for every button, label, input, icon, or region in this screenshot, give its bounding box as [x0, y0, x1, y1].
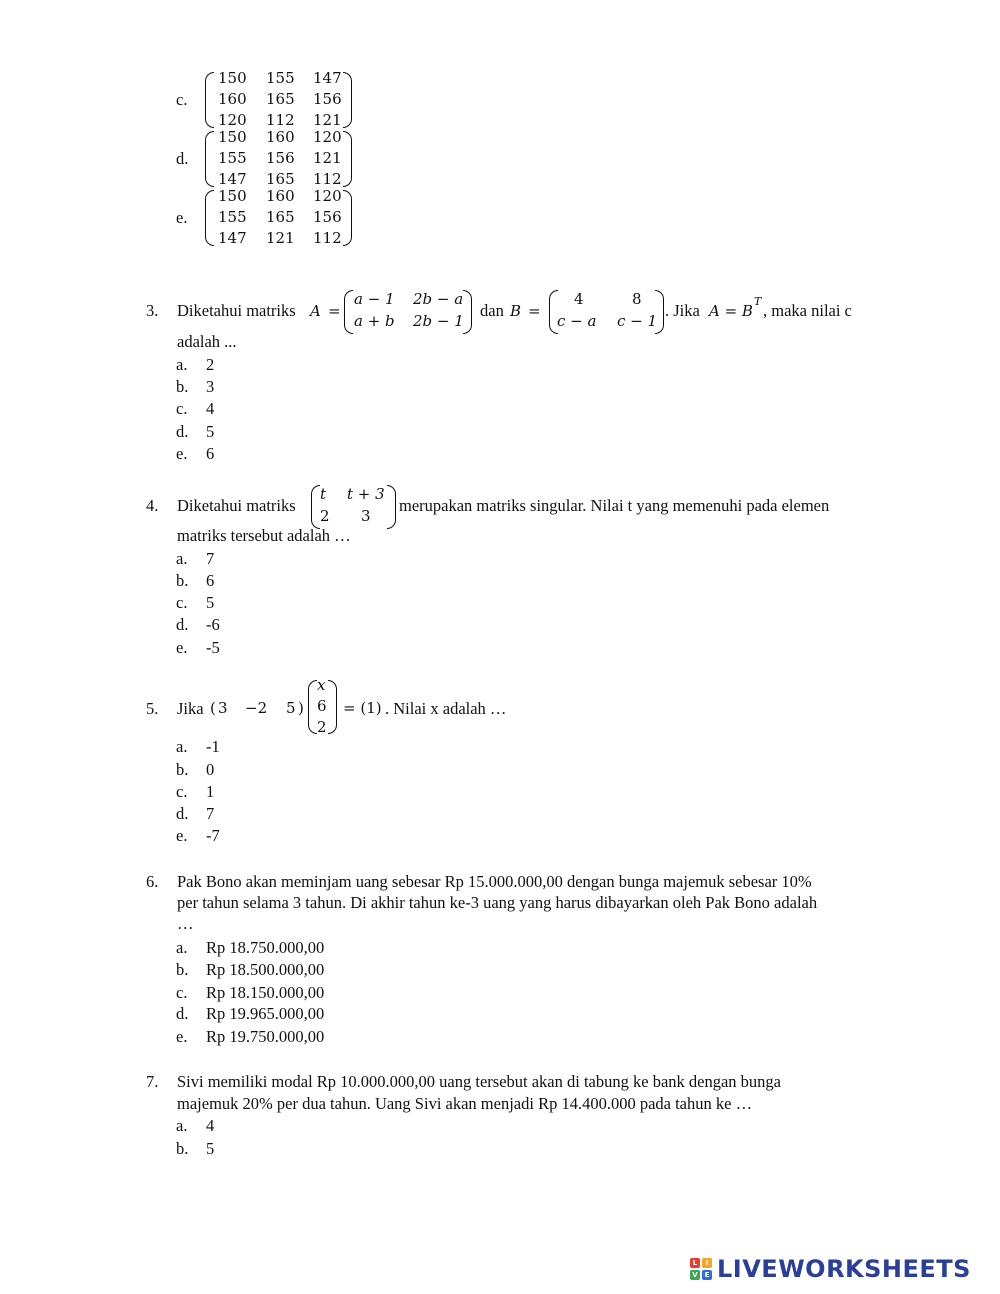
matrix-right-paren [463, 290, 472, 334]
option-label: b. [176, 1139, 189, 1158]
matrix-cell: 155 [218, 208, 247, 226]
option-label: d. [176, 422, 189, 441]
logo-box: V [690, 1270, 700, 1280]
matrix-cell: 121 [313, 111, 342, 129]
result-expression: = (1) [343, 699, 382, 717]
option-value: Rp 18.500.000,00 [206, 960, 325, 979]
matrix-cell: 150 [218, 128, 247, 146]
question-text: Diketahui matriks [177, 301, 296, 320]
matrix-cell: 150 [218, 187, 247, 205]
logo-box: E [702, 1270, 712, 1280]
matrix-cell: c − a [557, 312, 597, 330]
option-label: c. [176, 782, 188, 801]
option-label: e. [176, 444, 188, 463]
matrix-cell: 2 [320, 507, 330, 525]
equals-sign: = [528, 302, 541, 320]
option-label: a. [176, 549, 188, 568]
option-label: a. [176, 737, 188, 756]
question-text: dan [480, 301, 504, 320]
condition-expression: A = B [709, 302, 753, 320]
matrix-cell: t + 3 [347, 485, 385, 503]
option-value: Rp 19.965.000,00 [206, 1004, 325, 1023]
question-text-line2: majemuk 20% per dua tahun. Uang Sivi akan menjadi Rp 14.400.000 pada tahun ke … [177, 1094, 753, 1113]
matrix-cell: 156 [313, 208, 342, 226]
option-label: e. [176, 1027, 188, 1046]
option-label: b. [176, 760, 189, 779]
matrix-cell: 112 [313, 170, 342, 188]
question-text-line1: Sivi memiliki modal Rp 10.000.000,00 uang tersebut akan di tabung ke bank dengan bunga [177, 1072, 781, 1091]
column-vector-cell: 6 [317, 697, 327, 715]
option-value: Rp 19.750.000,00 [206, 1027, 325, 1046]
option-label: d. [176, 804, 189, 823]
matrix-cell: 165 [266, 208, 295, 226]
question-number: 7. [146, 1072, 159, 1091]
matrix-cell: 120 [218, 111, 247, 129]
row-vector-cell: 3 [218, 699, 228, 717]
transpose-superscript: T [754, 295, 762, 308]
question-text: merupakan matriks singular. Nilai t yang memenuhi pada elemen [399, 496, 830, 515]
option-label: d. [176, 149, 189, 168]
option-value: 4 [206, 399, 215, 418]
option-value: -1 [206, 737, 220, 756]
option-value: 5 [206, 1139, 215, 1158]
option-value: 0 [206, 760, 215, 779]
matrix-cell: 160 [266, 128, 295, 146]
matrix-cell: 2b − a [413, 290, 464, 308]
option-value: 4 [206, 1116, 215, 1135]
logo-box: I [702, 1258, 712, 1268]
matrix-cell: 4 [574, 290, 584, 308]
row-vector-cell: −2 [245, 699, 268, 717]
option-label: a. [176, 938, 188, 957]
matrix-cell: 120 [313, 187, 342, 205]
option-label: b. [176, 377, 189, 396]
option-value: 7 [206, 549, 215, 568]
matrix-cell: 147 [218, 170, 247, 188]
matrix-cell: c − 1 [617, 312, 658, 330]
row-vector-cell: 5 [286, 699, 296, 717]
logo-text: LIVEWORKSHEETS [717, 1255, 971, 1283]
option-label: e. [176, 208, 188, 227]
matrix-cell: 121 [313, 149, 342, 167]
matrix-cell: a − 1 [354, 290, 395, 308]
option-label: e. [176, 638, 188, 657]
matrix-cell: 2b − 1 [413, 312, 464, 330]
option-value: 2 [206, 355, 215, 374]
matrix-cell: 147 [313, 69, 342, 87]
column-vector-right-paren [328, 680, 337, 734]
option-value: 3 [206, 377, 215, 396]
matrix-right-paren [343, 72, 352, 128]
matrix-left-paren [205, 190, 214, 246]
option-label: d. [176, 1004, 189, 1023]
matrix-cell: t [320, 485, 327, 503]
option-label: c. [176, 593, 188, 612]
matrix-cell: 8 [632, 290, 642, 308]
option-label: d. [176, 615, 189, 634]
matrix-cell: 112 [313, 229, 342, 247]
matrix-symbol: A [310, 302, 321, 320]
matrix-symbol: B [510, 302, 522, 320]
option-label: b. [176, 571, 189, 590]
matrix-cell: 3 [361, 507, 371, 525]
matrix-cell: 165 [266, 90, 295, 108]
option-value: 6 [206, 571, 215, 590]
row-vector-left-paren: ( [210, 699, 216, 717]
question-number: 5. [146, 699, 159, 718]
matrix-left-paren [344, 290, 353, 334]
matrix-cell: 121 [266, 229, 295, 247]
option-value: -6 [206, 615, 220, 634]
column-vector-cell: x [317, 676, 326, 694]
question-text: . Jika [665, 301, 700, 320]
option-label: c. [176, 399, 188, 418]
matrix-cell: 147 [218, 229, 247, 247]
option-label: e. [176, 826, 188, 845]
option-label: b. [176, 960, 189, 979]
matrix-cell: a + b [354, 312, 395, 330]
matrix-cell: 120 [313, 128, 342, 146]
matrix-cell: 156 [313, 90, 342, 108]
question-number: 4. [146, 496, 159, 515]
matrix-left-paren [311, 485, 320, 529]
option-label: c. [176, 90, 188, 109]
question-text-line3: … [177, 914, 194, 933]
option-value: Rp 18.150.000,00 [206, 983, 325, 1002]
question-text: . Nilai x adalah … [385, 699, 507, 718]
column-vector-cell: 2 [317, 718, 327, 736]
logo-icon [690, 1258, 712, 1280]
option-label: c. [176, 983, 188, 1002]
option-value: 7 [206, 804, 215, 823]
question-number: 6. [146, 872, 159, 891]
matrix-cell: 155 [266, 69, 295, 87]
matrix-right-paren [343, 190, 352, 246]
question-text-line2: adalah ... [177, 332, 237, 351]
logo-box: L [690, 1258, 700, 1268]
option-label: a. [176, 355, 188, 374]
question-number: 3. [146, 301, 159, 320]
matrix-cell: 150 [218, 69, 247, 87]
option-value: 5 [206, 593, 215, 612]
question-text: Diketahui matriks [177, 496, 296, 515]
matrix-cell: 156 [266, 149, 295, 167]
matrix-left-paren [205, 131, 214, 187]
column-vector-left-paren [308, 680, 317, 734]
option-value: 1 [206, 782, 215, 801]
matrix-cell: 165 [266, 170, 295, 188]
matrix-cell: 112 [266, 111, 295, 129]
matrix-right-paren [343, 131, 352, 187]
option-value: 5 [206, 422, 215, 441]
row-vector-right-paren: ) [298, 699, 304, 717]
option-label: a. [176, 1116, 188, 1135]
question-text: Jika [177, 699, 204, 718]
matrix-left-paren [205, 72, 214, 128]
question-text-line1: Pak Bono akan meminjam uang sebesar Rp 15.000.000,00 dengan bunga majemuk sebesar 10% [177, 872, 812, 891]
question-text-line2: matriks tersebut adalah … [177, 526, 351, 545]
option-value: Rp 18.750.000,00 [206, 938, 325, 957]
matrix-right-paren [387, 485, 396, 529]
matrix-cell: 155 [218, 149, 247, 167]
question-text: , maka nilai c [763, 301, 852, 320]
liveworksheets-logo [690, 1254, 971, 1284]
option-value: -7 [206, 826, 220, 845]
option-value: 6 [206, 444, 215, 463]
matrix-cell: 160 [266, 187, 295, 205]
equals-sign: = [328, 302, 341, 320]
question-text-line2: per tahun selama 3 tahun. Di akhir tahun ke-3 uang yang harus dibayarkan oleh Pak Bono adalah [177, 893, 818, 912]
matrix-cell: 160 [218, 90, 247, 108]
option-value: -5 [206, 638, 220, 657]
